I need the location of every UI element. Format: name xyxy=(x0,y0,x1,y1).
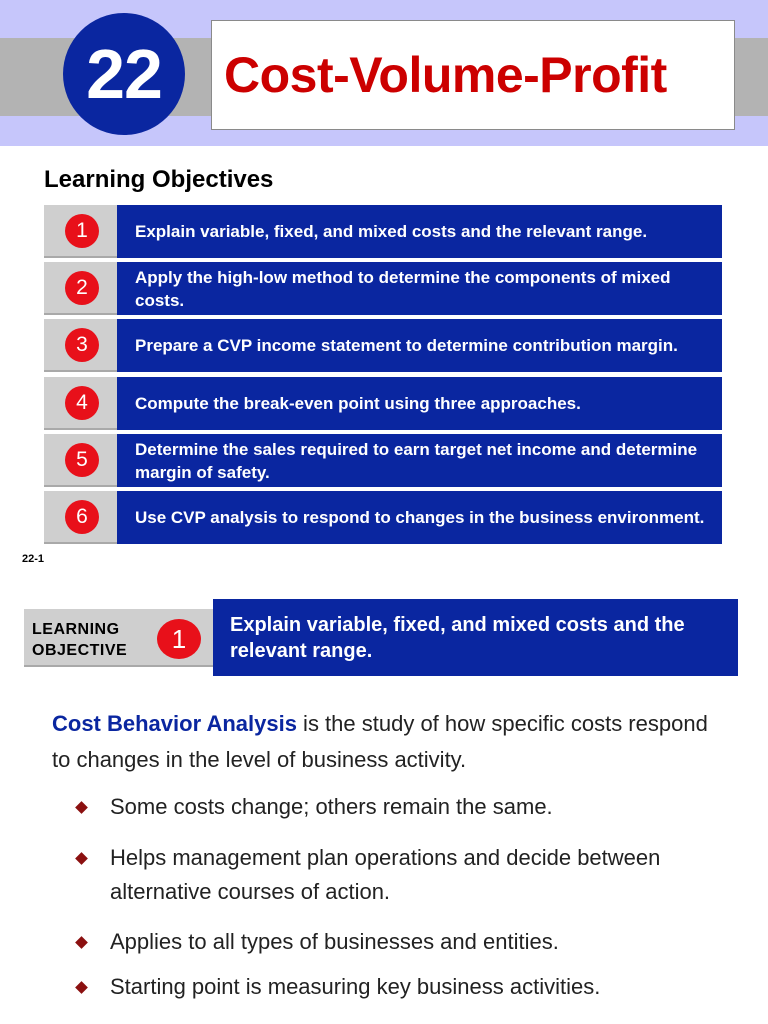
objective-text: Use CVP analysis to respond to changes in the business environment. xyxy=(117,491,722,544)
objective-row xyxy=(44,319,722,372)
objective-number-cell xyxy=(44,319,117,372)
objective-row xyxy=(44,262,722,315)
objective-text: Determine the sales required to earn target net income and determine margin of safety. xyxy=(117,434,722,487)
objective-number-cell xyxy=(44,434,117,487)
list-item xyxy=(74,970,714,1004)
objective-number: 1 xyxy=(65,214,99,248)
objective-number-badge: 1 xyxy=(157,619,201,659)
objective-number: 6 xyxy=(65,500,99,534)
objective-number: 2 xyxy=(65,271,99,305)
key-term: Cost Behavior Analysis xyxy=(52,711,297,736)
list-item-text: Some costs change; others remain the same. xyxy=(110,794,553,819)
objectives-heading: Learning Objectives xyxy=(44,166,274,193)
diamond-bullet-icon xyxy=(75,801,88,814)
objective-number: 5 xyxy=(65,443,99,477)
objective-row xyxy=(44,377,722,430)
intro-paragraph xyxy=(52,706,732,778)
objective-detail-text: Explain variable, fixed, and mixed costs and the relevant range. xyxy=(213,599,738,676)
list-item-text: Applies to all types of businesses and entities. xyxy=(110,929,559,954)
objective-row xyxy=(44,491,722,544)
objective-number: 3 xyxy=(65,328,99,362)
list-item-text: Starting point is measuring key business activities. xyxy=(110,974,601,999)
title-box xyxy=(211,20,735,130)
diamond-bullet-icon xyxy=(75,852,88,865)
list-item xyxy=(74,925,714,959)
objective-number: 4 xyxy=(65,386,99,420)
objective-number-cell xyxy=(44,262,117,315)
diamond-bullet-icon xyxy=(75,936,88,949)
objective-text: Apply the high-low method to determine the components of mixed costs. xyxy=(117,262,722,315)
chapter-number-badge: 22 xyxy=(63,13,185,135)
objective-number-cell xyxy=(44,491,117,544)
label-line-1: LEARNING xyxy=(32,621,120,638)
objective-number-cell xyxy=(44,205,117,258)
list-item xyxy=(74,790,714,824)
slide-number: 22-1 xyxy=(22,553,45,565)
list-item-text: Helps management plan operations and decide between alternative courses of action. xyxy=(110,845,661,904)
objective-row xyxy=(44,434,722,487)
objective-text: Prepare a CVP income statement to determine contribution margin. xyxy=(117,319,722,372)
list-item xyxy=(74,841,714,909)
objective-number-cell xyxy=(44,377,117,430)
intro-text: is the study of how specific costs respond to changes in the level of business activity. xyxy=(52,711,708,772)
page-title: Cost-Volume-Profit xyxy=(224,47,667,103)
objective-row xyxy=(44,205,722,258)
objective-text: Compute the break-even point using three approaches. xyxy=(117,377,722,430)
label-line-2: OBJECTIVE xyxy=(32,642,128,659)
diamond-bullet-icon xyxy=(75,981,88,994)
objective-text: Explain variable, fixed, and mixed costs and the relevant range. xyxy=(117,205,722,258)
